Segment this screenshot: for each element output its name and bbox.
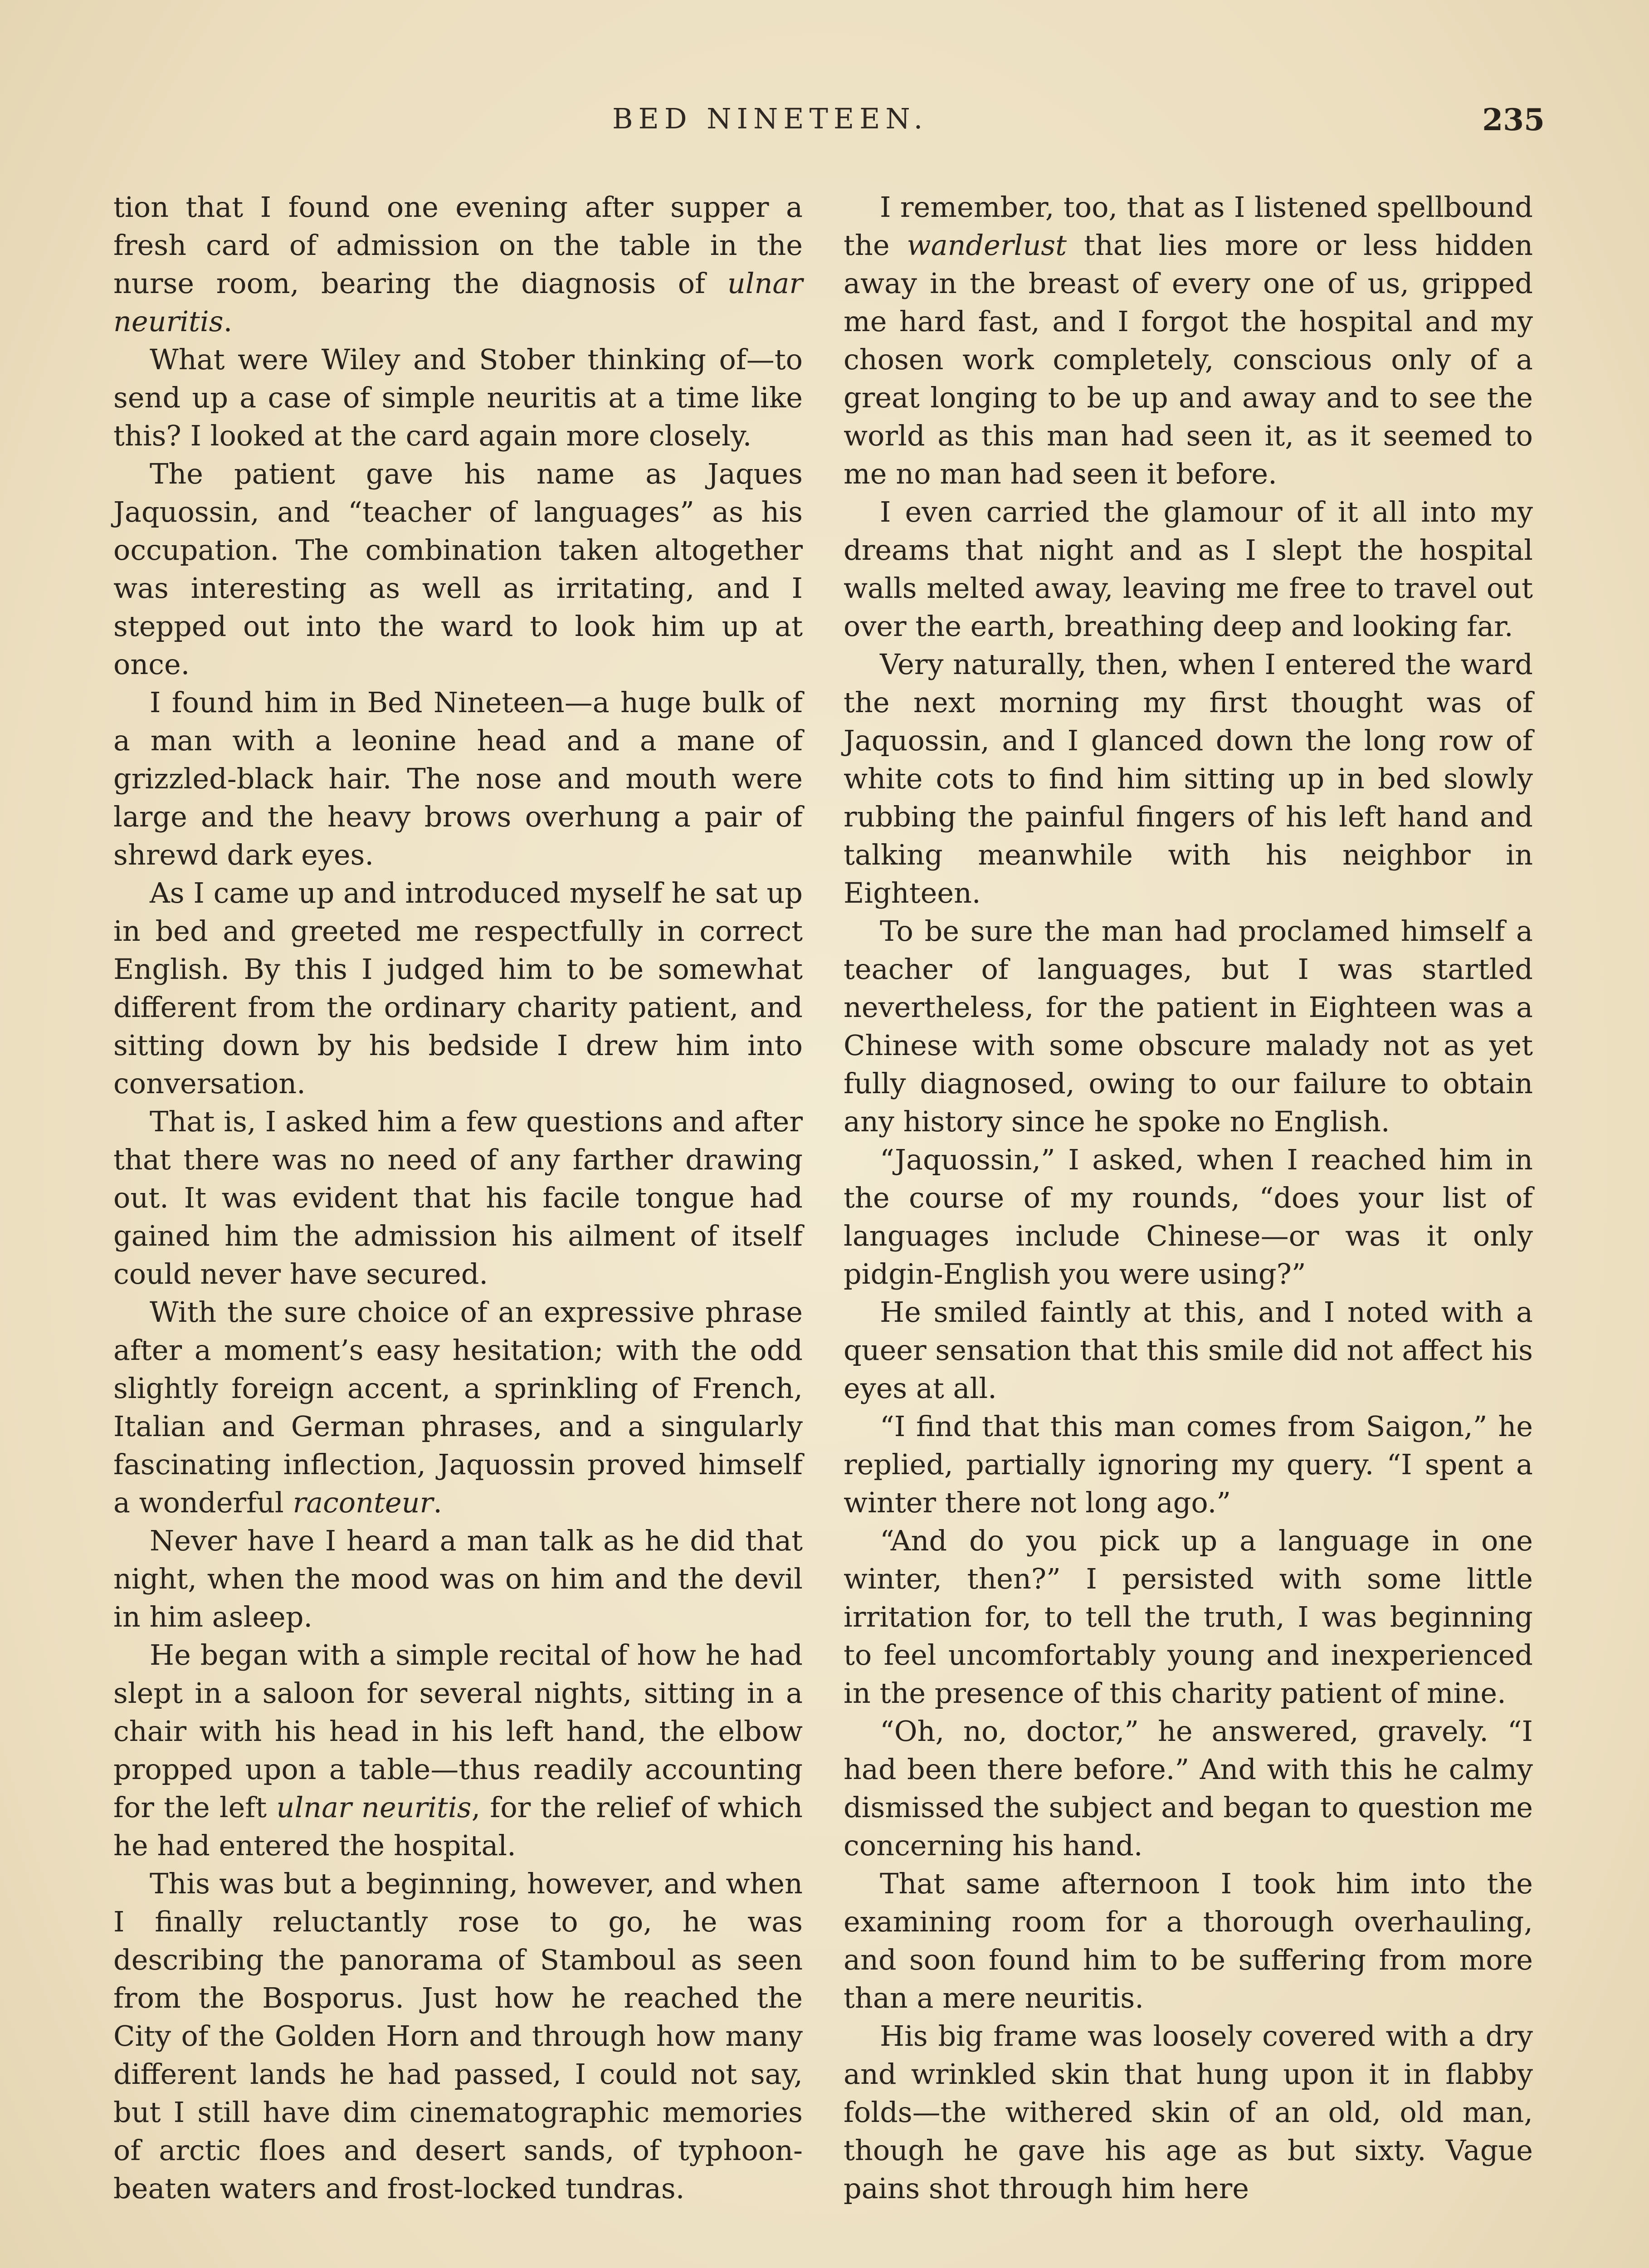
paragraph [844,2017,1533,2208]
paragraph-text: Very naturally, then, when I entered the ward the next morning my first thought was of Jaquossin, and I glanced down the long row of white cots to find him sitting up in bed slowly rubbing the painful fingers of his left hand and talking meanwhile with his neighbor in Eighteen. [844,648,1533,909]
paragraph [113,1522,803,1636]
paragraph [844,1141,1533,1293]
italic-term: raconteur [293,1486,434,1519]
paragraph-text: I found him in Bed Nineteen—a huge bulk of a man with a leonine head and a mane of grizzled-black hair. The nose and mouth were large and the heavy brows overhung a pair of shrewd dark eyes. [113,686,803,871]
paragraph-text: What were Wiley and Stober thinking of—to send up a case of simple neuritis at a time like this? I looked at the card again more closely. [113,343,803,452]
paragraph [844,912,1533,1141]
paragraph [113,188,803,341]
running-title: BED NINETEEN. [612,102,928,135]
paragraph-text: I remember, too, that as I listened spellbound the [844,191,1533,262]
paragraph [844,493,1533,645]
paragraph-text: As I came up and introduced myself he sat up in bed and greeted me respectfully in correct English. By this I judged him to be somewhat different from the ordinary charity patient, and sitting down by his bedside I drew him into conversation. [113,876,803,1100]
paragraph [113,455,803,684]
paragraph [844,1408,1533,1522]
paragraph-text: “Oh, no, doctor,” he answered, gravely. “I had been there before.” And with this he calmy dismissed the subject and began to question me concerning his hand. [844,1715,1533,1862]
paragraph-text-tail: . [223,305,233,338]
paragraph-text: To be sure the man had proclamed himself a teacher of languages, but I was startled nevertheless, for the patient in Eighteen was a Chinese with some obscure malady not as yet fully diagnosed, owing to our failure to obtain any history since he spoke no English. [844,914,1533,1138]
paragraph-text: tion that I found one evening after supper a fresh card of admission on the table in the nurse room, bearing the diagnosis of [113,191,803,300]
paragraph-text-tail: , for the relief of which he had entered the hospital. [113,1791,803,1862]
paragraph [844,645,1533,912]
right-text-column [844,188,1533,2208]
paragraph-text: He smiled faintly at this, and I noted with a queer sensation that this smile did not affect his eyes at all. [844,1295,1533,1405]
italic-term: ulnar neuritis [276,1791,472,1824]
paragraph-text: That is, I asked him a few questions and after that there was no need of any farther drawing out. It was evident that his facile tongue had gained him the admission his ailment of itself could never have secured. [113,1105,803,1290]
paragraph [113,1293,803,1522]
paragraph [113,1636,803,1865]
paragraph-text: “I find that this man comes from Saigon,” he replied, partially ignoring my query. “I spent a winter there not long ago.” [844,1410,1533,1519]
paragraph [113,1103,803,1293]
paragraph-text: I even carried the glamour of it all into my dreams that night and as I slept the hospital walls melted away, leaving me free to travel out over the earth, breathing deep and looking far. [844,495,1533,643]
paragraph-text-tail: that lies more or less hidden away in the breast of every one of us, gripped me hard fast, and I forgot the hospital and my chosen work completely, conscious only of a great longing to be up and away and to see the world as this man had seen it, as it seemed to me no man had seen it before. [844,229,1533,490]
paragraph [844,1522,1533,1712]
paragraph [113,874,803,1103]
paragraph-text: Never have I heard a man talk as he did that night, when the mood was on him and the devil in him asleep. [113,1524,803,1633]
paragraph [844,188,1533,493]
paragraph [113,1865,803,2208]
paragraph [844,1293,1533,1408]
paragraph-text-tail: . [433,1486,442,1519]
italic-term: ulnar neuritis [113,267,803,338]
paragraph-text: “Jaquossin,” I asked, when I reached him in the course of my rounds, “does your list of languages include Chinese—or was it only pidgin-English you were using?” [844,1143,1533,1290]
paragraph [844,1865,1533,2017]
paragraph-text: His big frame was loosely covered with a dry and wrinkled skin that hung upon it in flabby folds—the withered skin of an old, old man, though he gave his age as but sixty. Vague pains shot through him here [844,2019,1533,2205]
paragraph [113,341,803,455]
page-header [0,102,1649,152]
paragraph-text: He began with a simple recital of how he had slept in a saloon for several nights, sitting in a chair with his head in his left hand, the elbow propped upon a table—thus readily accounting for the left [113,1638,803,1824]
left-text-column [113,188,803,2208]
paragraph-text: “And do you pick up a language in one winter, then?” I persisted with some little irritation for, to tell the truth, I was beginning to feel uncomfortably young and inexperienced in the presence of this charity patient of mine. [844,1524,1533,1710]
paragraph [844,1712,1533,1865]
paragraph-text: With the sure choice of an expressive phrase after a moment’s easy hesitation; with the odd slightly foreign accent, a sprinkling of French, Italian and German phrases, and a singularly fascinating inflection, Jaquossin proved himself a wonderful [113,1295,803,1519]
paragraph [113,684,803,874]
italic-term: wanderlust [907,229,1067,262]
paragraph-text: That same afternoon I took him into the examining room for a thorough overhauling, and soon found him to be suffering from more than a mere neuritis. [844,1867,1533,2014]
paragraph-text: The patient gave his name as Jaques Jaquossin, and “teacher of languages” as his occupation. The combination taken altogether was interesting as well as irritating, and I stepped out into the ward to look him up at once. [113,457,803,681]
paragraph-text: This was but a beginning, however, and when I finally reluctantly rose to go, he was describing the panorama of Stamboul as seen from the Bosporus. Just how he reached the City of the Golden Horn and through how many different lands he had passed, I could not say, but I still have dim cinematographic memories of arctic floes and desert sands, of typhoon-beaten waters and frost-locked tundras. [113,1867,803,2205]
page-number: 235 [1482,102,1545,137]
